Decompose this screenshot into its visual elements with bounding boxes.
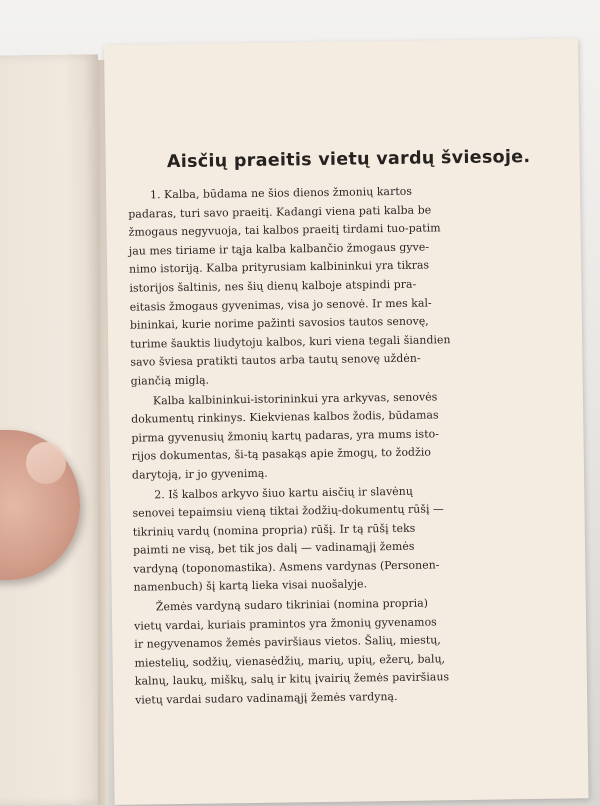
text-line: pirma gyvenusių žmonių kartų padaras, yra mums isto- [131,427,440,445]
text-line: dokumentų rinkinys. Kiekvienas kalbos žodis, būdamas [131,408,439,426]
text-line: vardyną (toponomastika). Asmens vardynas (Personen- [133,558,440,576]
text-line: 2. Iš kalbos arkyvo šiuo kartu aisčių ir slavėnų [154,484,413,501]
text-line: Žemės vardyną sudaro tikriniai (nomina propria) [155,596,429,614]
text-line: paimti ne visą, bet tik jos dalį — vadinamąjį žemės [132,539,415,557]
text-line: eitasis žmogaus gyvenimas, visa jo senovė. Ir mes kal- [129,296,432,314]
text-line: bininkai, kurie norime pažinti savosios tautos senovę, [129,314,429,332]
thumbnail [26,442,66,484]
text-line: padaras, turi savo praeitį. Kadangi viena pati kalba be [128,203,432,221]
paragraphs [128,181,571,711]
text-line: darytoją, ir jo gyvenimą. [131,466,268,482]
text-line: nimo istoriją. Kalba prityrusiam kalbininkui yra tikras [129,258,430,277]
paragraph [134,593,572,711]
text-line: 1. Kalba, būdama ne šios dienos žmonių kartos [150,184,413,202]
text-line: vietų vardai sudaro vadinamąjį žemės vardyną. [135,689,398,707]
text-line: ir negyvenamos žemės paviršiaus vietos. Šalių, miestų, [134,633,441,651]
text-line: istorijos šaltinis, nes šių dienų kalboje atspindi pra- [129,277,417,295]
text-line: namenbuch) šį kartą lieka visai nuošalyje. [133,577,368,595]
book-page [104,38,589,805]
text-line: rijos dokumentas, ši-tą pasakąs apie žmogų, to žodžio [131,445,432,463]
text-line: turime šauktis liudytoju kalbos, kuri viena tegali šiandien [130,332,451,351]
text-line: žmogaus negyvuoja, tai kalbos praeitį tirdami tuo-patim [128,221,441,239]
text-line: senovei tepaimsiu vieną tiktai žodžių-dokumentų rūšį — [132,502,445,520]
text-line: savo šviesa pratikti tautos arba tautų senovę uždėn- [130,351,421,370]
text-line: vietų vardai, kuriais pramintos yra žmonių gyvenamos [134,615,437,633]
page-title: Aisčių praeitis vietų vardų šviesoje. [166,147,531,173]
text-line: Kalba kalbininkui-istorininkui yra arkyvas, senovės [152,389,438,407]
text-line: miestelių, sodžių, vienasėdžių, marių, upių, ežerų, balų, [134,652,446,670]
text-line: jau mes tiriame ir tąja kalba kalbančio žmogaus gyve- [128,240,430,258]
paragraph [128,181,567,392]
text-line: kalnų, laukų, miškų, salų ir kitų įvairių žemės paviršiaus [134,670,450,689]
page-content [128,147,572,711]
text-line: giančią miglą. [130,373,210,388]
text-line: tikrinių vardų (nomina propria) rūšį. Ir tą rūšį teks [132,521,416,539]
paragraph [131,386,568,485]
paragraph [132,480,570,598]
